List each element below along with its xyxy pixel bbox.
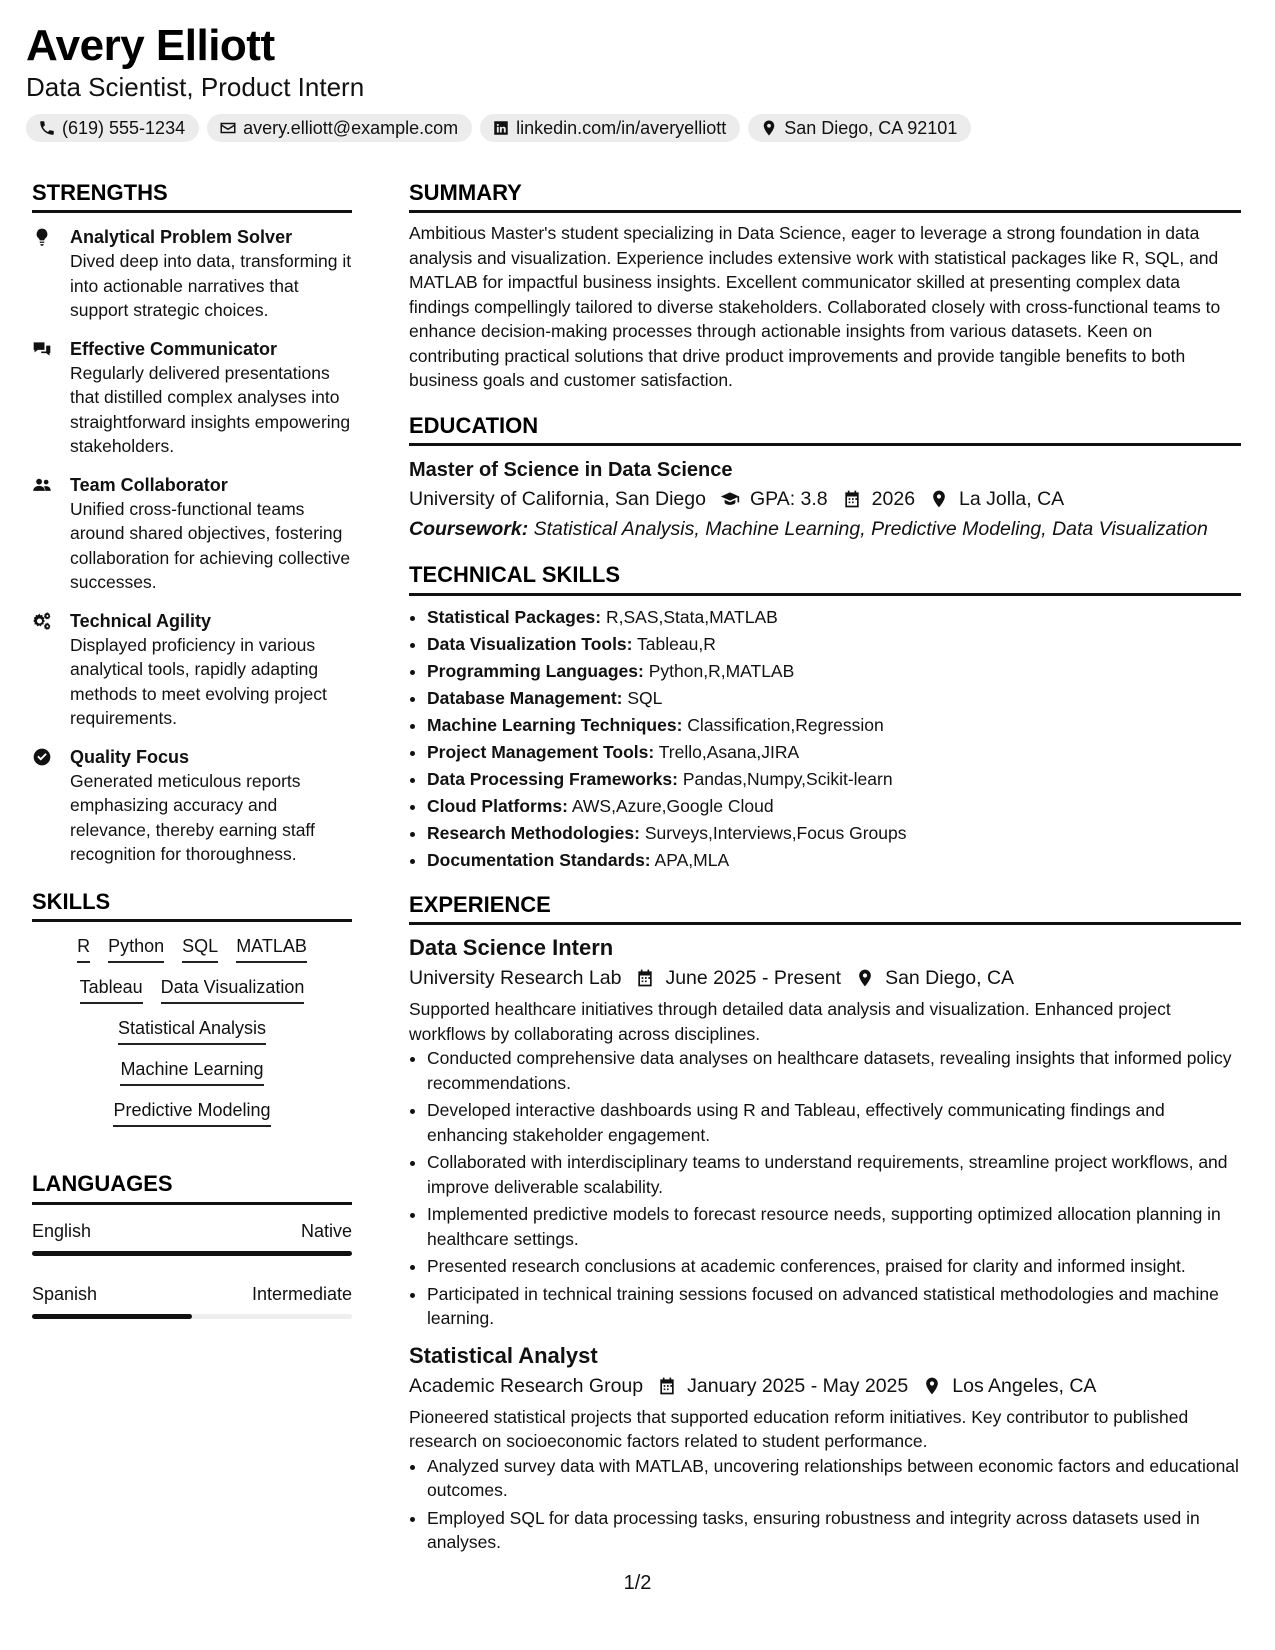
- technical-skill-item: • Machine Learning Techniques: Classification,Regression: [427, 712, 1241, 739]
- job-bullet: • Analyzed survey data with MATLAB, uncovering relationships between economic factors and educational outcomes.: [427, 1454, 1241, 1503]
- job-meta: [409, 963, 1241, 993]
- strength-description: Generated meticulous reports emphasizing accuracy and relevance, thereby earning staff recognition for thoroughness.: [70, 770, 315, 865]
- experience-heading: EXPERIENCE: [409, 892, 1241, 925]
- job-meta: [409, 1371, 1241, 1401]
- job-dates: January 2025 - May 2025: [687, 1374, 909, 1397]
- education-location: La Jolla, CA: [959, 488, 1065, 511]
- right-column: [409, 180, 1241, 1563]
- job-title: Data Science Intern: [409, 935, 614, 961]
- language-proficiency-bar: [32, 1251, 352, 1256]
- strength-item: [32, 473, 352, 595]
- skills-heading: SKILLS: [32, 889, 352, 922]
- skill-tag: SQL: [182, 934, 218, 963]
- language-item: [32, 1219, 352, 1256]
- chat-bubbles-icon: [32, 339, 52, 359]
- skill-tag: MATLAB: [236, 934, 307, 963]
- contact-location: [748, 114, 971, 142]
- job-bullet: • Implemented predictive models to forecast resource needs, supporting optimized allocation planning in healthcare settings.: [427, 1202, 1241, 1251]
- education-meta: [409, 484, 1241, 514]
- strength-item: [32, 609, 352, 731]
- strength-title: Quality Focus: [70, 746, 190, 767]
- skill-tag: Machine Learning: [120, 1057, 263, 1086]
- strength-description: Unified cross-functional teams around shared objectives, fostering collaboration for achieving collective successes.: [70, 498, 351, 593]
- map-pin-icon: [922, 1376, 942, 1396]
- strength-item: [32, 225, 352, 323]
- strength-description: Displayed proficiency in various analytical tools, rapidly adapting methods to meet evolving project requirements.: [70, 634, 327, 729]
- strength-title: Analytical Problem Solver: [70, 227, 293, 248]
- candidate-name: Avery Elliott: [26, 21, 275, 70]
- left-column: [32, 180, 352, 1345]
- technical-skill-item: • Project Management Tools: Trello,Asana,JIRA: [427, 739, 1241, 766]
- candidate-title: Data Scientist, Product Intern: [26, 72, 365, 102]
- education-gpa: GPA: 3.8: [749, 488, 828, 511]
- technical-skills-heading: TECHNICAL SKILLS: [409, 562, 1241, 595]
- language-proficiency-fill: [32, 1251, 352, 1256]
- language-proficiency-fill: [32, 1314, 192, 1319]
- skill-tag: Data Visualization: [161, 975, 305, 1004]
- education-year: 2026: [871, 488, 916, 511]
- contact-email-text: avery.elliott@example.com: [243, 117, 459, 138]
- language-proficiency-bar: [32, 1314, 352, 1319]
- experience-entry: [409, 933, 1241, 1331]
- technical-skill-item: • Data Processing Frameworks: Pandas,Numpy,Scikit-learn: [427, 766, 1241, 793]
- strengths-list: [32, 225, 352, 867]
- job-location: San Diego, CA: [885, 967, 1015, 990]
- education-school: University of California, San Diego: [409, 488, 706, 511]
- calendar-icon: [635, 968, 655, 988]
- skill-tag: Tableau: [80, 975, 143, 1004]
- language-name: English: [32, 1220, 92, 1241]
- calendar-icon: [842, 489, 862, 509]
- lightbulb-icon: [32, 227, 52, 247]
- job-bullet: • Conducted comprehensive data analyses on healthcare datasets, revealing insights that informed policy recommendations.: [427, 1046, 1241, 1095]
- skill-tag: Predictive Modeling: [113, 1098, 270, 1127]
- job-bullet: • Presented research conclusions at academic conferences, praised for clarity and informed insight.: [427, 1254, 1241, 1279]
- coursework-label: Coursework:: [409, 518, 529, 541]
- language-level: Intermediate: [251, 1283, 352, 1304]
- contact-location-text: San Diego, CA 92101: [784, 117, 958, 138]
- strength-item: [32, 745, 352, 867]
- contact-phone-text: (619) 555-1234: [62, 117, 186, 138]
- language-name: Spanish: [32, 1283, 98, 1304]
- users-icon: [32, 475, 52, 495]
- contact-email[interactable]: [207, 114, 472, 142]
- technical-skill-item: • Statistical Packages: R,SAS,Stata,MATLAB: [427, 604, 1241, 631]
- strength-title: Team Collaborator: [70, 474, 228, 495]
- education-heading: EDUCATION: [409, 413, 1241, 446]
- linkedin-icon: [492, 119, 510, 137]
- job-summary: Supported healthcare initiatives through detailed data analysis and visualization. Enhanced project workflows by collaborating across disciplines.: [409, 999, 1171, 1044]
- map-pin-icon: [855, 968, 875, 988]
- strength-description: Dived deep into data, transforming it into actionable narratives that support strategic choices.: [70, 251, 352, 321]
- technical-skill-item: • Research Methodologies: Surveys,Interviews,Focus Groups: [427, 820, 1241, 847]
- summary-heading: SUMMARY: [409, 180, 1241, 213]
- strength-title: Technical Agility: [70, 610, 212, 631]
- technical-skill-item: • Database Management: SQL: [427, 685, 1241, 712]
- summary-text: Ambitious Master's student specializing in Data Science, eager to leverage a strong foundation in data analysis and visualization. Experience includes extensive work with statistical packages like R, SQL, and MATLAB for impactful business insights. Excellent communicator skilled at presenting complex data findings compellingly tailored to diverse stakeholders. Collaborated closely with cross-functional teams to enhance decision-making processes through actionable insights from various datasets. Keen on contributing practical solutions that drive product improvements and provide tangible benefits to both business goals and customer satisfaction.: [409, 223, 1221, 391]
- technical-skills-list: [409, 604, 1241, 874]
- gears-icon: [32, 611, 52, 631]
- envelope-icon: [219, 119, 237, 137]
- languages-list: [32, 1219, 352, 1319]
- strength-item: [32, 337, 352, 459]
- map-pin-icon: [929, 489, 949, 509]
- job-organization: University Research Lab: [409, 967, 622, 990]
- job-bullet: • Developed interactive dashboards using R and Tableau, effectively communicating findings and enhancing stakeholder engagement.: [427, 1098, 1241, 1147]
- strengths-heading: STRENGTHS: [32, 180, 352, 213]
- job-dates: June 2025 - Present: [665, 967, 842, 990]
- job-organization: Academic Research Group: [409, 1374, 644, 1397]
- job-summary: Pioneered statistical projects that supported education reform initiatives. Key contributor to published research on socioeconomic factors related to student performance.: [409, 1406, 1189, 1452]
- check-circle-icon: [32, 747, 52, 767]
- job-bullet: • Employed SQL for data processing tasks, ensuring robustness and integrity across datasets used in analyses.: [427, 1506, 1241, 1555]
- contact-phone[interactable]: [26, 114, 199, 142]
- languages-heading: LANGUAGES: [32, 1171, 352, 1204]
- contact-linkedin-text: linkedin.com/in/averyelliott: [516, 117, 727, 138]
- skill-tag: Statistical Analysis: [118, 1016, 266, 1045]
- strength-title: Effective Communicator: [70, 338, 278, 359]
- skill-tag: Python: [108, 934, 164, 963]
- job-bullet: • Participated in technical training sessions focused on advanced statistical methodologies and machine learning.: [427, 1282, 1241, 1331]
- calendar-icon: [657, 1376, 677, 1396]
- skills-tag-list: [32, 934, 352, 1127]
- job-bullets: [409, 1454, 1241, 1555]
- skill-tag: R: [77, 934, 90, 963]
- technical-skill-item: • Documentation Standards: APA,MLA: [427, 847, 1241, 874]
- graduation-cap-icon: [720, 489, 740, 509]
- experience-entry: [409, 1341, 1241, 1555]
- map-pin-icon: [760, 119, 778, 137]
- language-level: Native: [300, 1220, 352, 1241]
- job-bullets: [409, 1046, 1241, 1331]
- job-title: Statistical Analyst: [409, 1342, 598, 1368]
- job-location: Los Angeles, CA: [952, 1374, 1097, 1397]
- coursework-list: Statistical Analysis, Machine Learning, Predictive Modeling, Data Visualization: [533, 518, 1208, 541]
- contact-linkedin[interactable]: [480, 114, 740, 142]
- contact-bar: [26, 114, 971, 142]
- strength-description: Regularly delivered presentations that distilled complex analyses into straightforward insights empowering stakeholders.: [70, 362, 351, 457]
- technical-skill-item: • Cloud Platforms: AWS,Azure,Google Cloud: [427, 793, 1241, 820]
- education-coursework: [409, 514, 1241, 544]
- job-bullet: • Collaborated with interdisciplinary teams to understand requirements, streamline project workflows, and improve deliverable scalability.: [427, 1150, 1241, 1199]
- technical-skill-item: • Programming Languages: Python,R,MATLAB: [427, 658, 1241, 685]
- page-number: 1/2: [623, 1572, 652, 1594]
- phone-icon: [38, 119, 56, 137]
- education-degree: Master of Science in Data Science: [409, 459, 733, 482]
- language-item: [32, 1282, 352, 1319]
- technical-skill-item: • Data Visualization Tools: Tableau,R: [427, 631, 1241, 658]
